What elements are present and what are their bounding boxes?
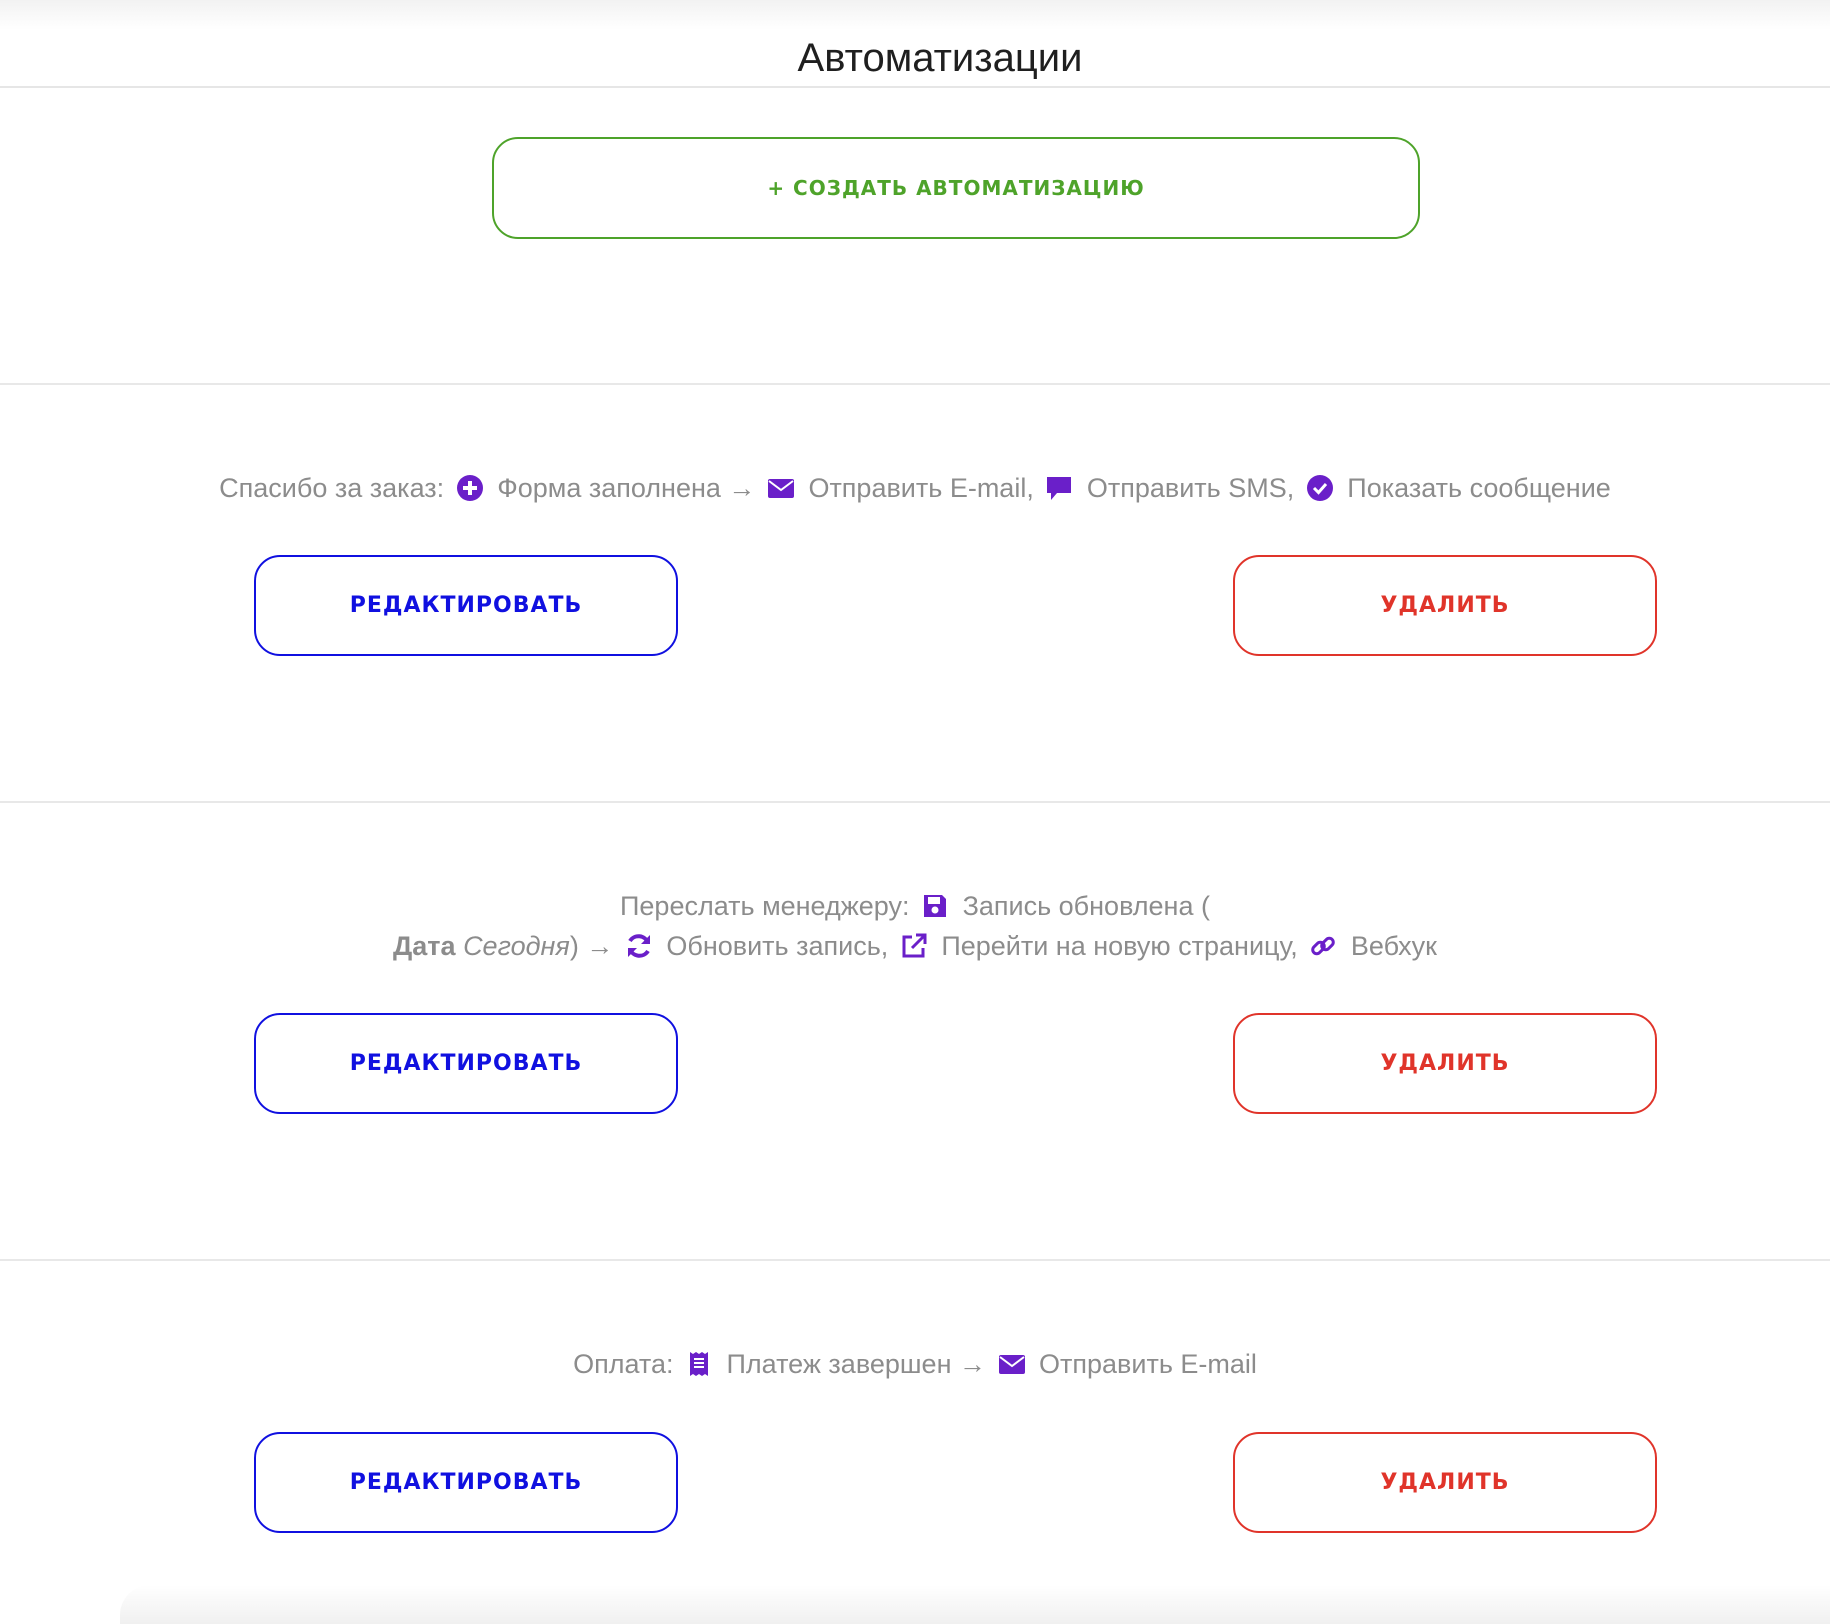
automation-name: Спасибо за заказ:	[219, 473, 445, 503]
external-link-icon	[900, 932, 928, 960]
trigger-label: Форма заполнена	[497, 473, 721, 503]
arrow: →	[586, 931, 614, 961]
action-label: Отправить SMS,	[1086, 473, 1295, 503]
arrow: →	[728, 473, 756, 503]
automation-name: Переслать менеджеру:	[620, 891, 910, 921]
arrow: →	[959, 1349, 986, 1379]
edit-button[interactable]: РЕДАКТИРОВАТЬ	[254, 1432, 678, 1533]
divider	[0, 801, 1830, 803]
trigger-label: Платеж завершен	[726, 1349, 952, 1379]
divider	[0, 1259, 1830, 1261]
title-bar	[0, 30, 1830, 88]
envelope-icon	[767, 474, 795, 502]
check-circle-icon	[1306, 474, 1334, 502]
comment-icon	[1045, 474, 1073, 502]
automation-name: Оплата:	[573, 1349, 674, 1379]
page-title: Автоматизации	[797, 36, 1083, 80]
edit-button[interactable]: РЕДАКТИРОВАТЬ	[254, 1013, 678, 1114]
refresh-icon	[625, 932, 653, 960]
action-label: Вебхук	[1350, 931, 1437, 961]
trigger-label: Запись обновлена (	[962, 891, 1210, 921]
delete-button[interactable]: УДАЛИТЬ	[1233, 1432, 1657, 1533]
condition-field: Дата	[393, 931, 456, 961]
action-label: Показать сообщение	[1347, 473, 1611, 503]
condition-value: Сегодня	[463, 931, 570, 961]
delete-button[interactable]: УДАЛИТЬ	[1233, 1013, 1657, 1114]
condition-close: )	[569, 931, 579, 961]
envelope-icon	[998, 1350, 1026, 1378]
receipt-icon	[685, 1350, 713, 1378]
automation-description	[0, 468, 1830, 508]
action-label: Отправить E-mail	[1039, 1349, 1257, 1379]
automation-description	[0, 886, 1830, 966]
create-automation-button[interactable]: + СОЗДАТЬ АВТОМАТИЗАЦИЮ	[492, 137, 1420, 239]
plus-circle-icon	[456, 474, 484, 502]
edit-button[interactable]: РЕДАКТИРОВАТЬ	[254, 555, 678, 656]
action-label: Отправить E-mail,	[808, 473, 1034, 503]
link-icon	[1309, 932, 1337, 960]
bottom-shadow	[120, 1585, 1830, 1624]
top-shadow	[0, 0, 1830, 30]
delete-button[interactable]: УДАЛИТЬ	[1233, 555, 1657, 656]
action-label: Обновить запись,	[666, 931, 889, 961]
divider	[0, 383, 1830, 385]
automation-description	[0, 1344, 1830, 1384]
action-label: Перейти на новую страницу,	[941, 931, 1298, 961]
save-icon	[921, 892, 949, 920]
